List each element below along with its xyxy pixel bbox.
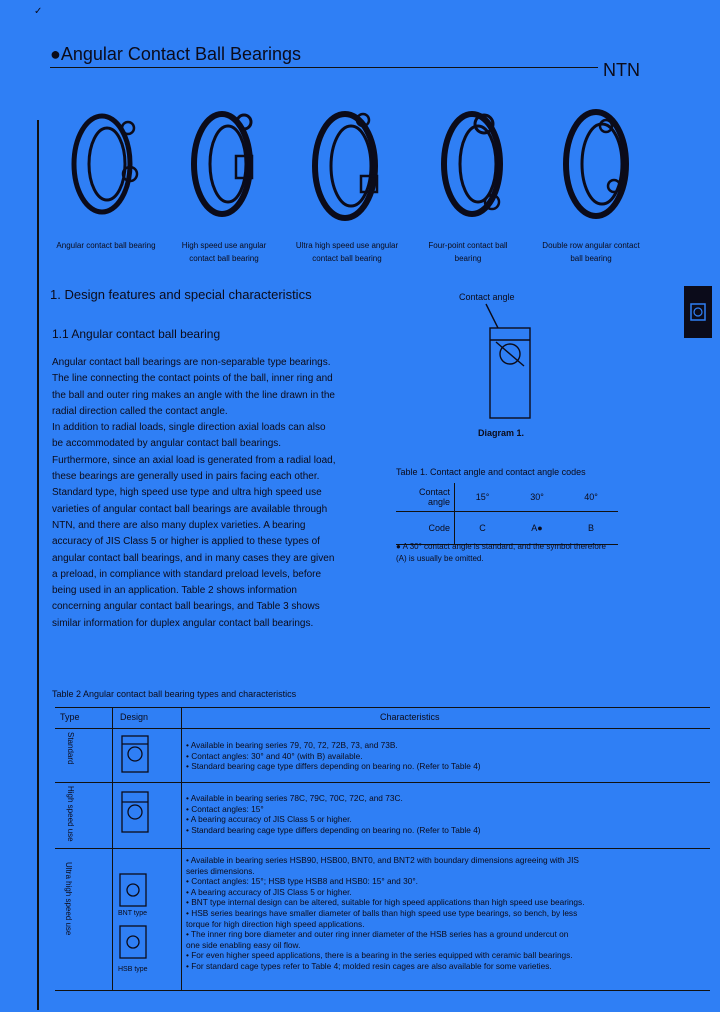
design-drawing-standard — [118, 734, 168, 776]
table2-characteristics-high-speed: • Available in bearing series 78C, 79C, 70C, 72C, and 73C. • Contact angles: 15° • A bearing accuracy of JIS Class 5 or higher. • Standard bearing cage type differs depending on bearing no. (Refer to Table 4) — [186, 793, 481, 835]
brand-logo: NTN — [603, 60, 640, 80]
table1-angle: 40° — [564, 483, 618, 512]
tab-bearing-icon — [684, 286, 712, 338]
design-label-bnt: BNT type — [118, 910, 148, 917]
table1-header-label: Contact angle — [396, 483, 455, 512]
table2-top-rule — [55, 707, 710, 708]
bearing-figure-4 — [444, 114, 500, 214]
bearing-illustrations — [50, 96, 670, 236]
section-heading: 1. Design features and special characteristics — [50, 287, 312, 302]
paragraph-1: Angular contact ball bearings are non-separable type bearings. The line connecting the contact points of the ball, inner ring and the ball and outer ring makes an angle with the line drawn in the radial direction called the contact angle. — [52, 357, 335, 417]
table2-col-type: Type — [60, 712, 80, 722]
paragraph-2: In addition to radial loads, single direction axial loads can also be accommodated by angular contact ball bearings. — [52, 422, 326, 450]
design-drawing-hsb — [116, 924, 166, 964]
table1-angle-row — [396, 483, 618, 512]
paragraph-3: Furthermore, since an axial load is generated from a radial load, these bearings are generally used in pairs facing each other. Standard type, high speed use type and ultra high speed use varieties of angular contact ball bearings are available through NTN, and there are also many duplex varieties. A bearing accuracy of JIS Class 5 or higher is applied to these types of angular contact ball bearings, and in many cases they are given a preload, in compliance with standard preload levels, before being used in an application. Table 2 shows information concerning angular contact ball bearings, and Table 3 shows similar information for duplex angular contact ball bearings. — [52, 454, 336, 629]
table1-code: B — [564, 512, 618, 545]
bearing-figure-5 — [566, 112, 626, 216]
bearing-figure-2 — [194, 114, 252, 214]
table1-note: ● A 30° contact angle is standard, and the symbol therefore (A) is usually be omitted. — [396, 542, 606, 563]
bearing-figure-1 — [74, 116, 137, 212]
contact-angle-label: Contact angle — [459, 292, 515, 302]
table2-col-design: Design — [120, 712, 149, 722]
figure-caption-5: Double row angular contact ball bearing — [542, 241, 640, 263]
design-drawing-bnt — [116, 872, 166, 912]
diagram-caption: Diagram 1. — [478, 428, 525, 438]
section-body — [52, 355, 336, 632]
figure-caption-1: Angular contact ball bearing — [56, 241, 156, 250]
table2-type-high-speed: High speed use — [66, 786, 75, 842]
table2-type-ultra-high-speed: Ultra high speed use — [64, 862, 73, 936]
diagram-1-drawing — [480, 300, 540, 425]
table1-code-row — [396, 512, 618, 545]
table2-header-rule — [55, 728, 710, 729]
table2-characteristics-standard: • Available in bearing series 79, 70, 72, 72B, 73, and 73B. • Contact angles: 30° and 40° (with B) available. • Standard bearing cage type differs depending on bearing no. (Refer to Table 4) — [186, 740, 481, 772]
table2-title: Table 2 Angular contact ball bearing types and characteristics — [52, 689, 297, 699]
table1-code: A● — [510, 512, 564, 545]
header-rule — [50, 67, 598, 68]
table2-row-rule — [55, 848, 710, 849]
table1-code-label: Code — [396, 512, 455, 545]
design-drawing-high-speed — [118, 790, 168, 838]
page-title: ●Angular Contact Ball Bearings — [50, 44, 302, 64]
table1-angle: 15° — [455, 483, 511, 512]
figure-caption-4: Four-point contact ball bearing — [428, 241, 508, 263]
bearing-figure-3 — [315, 114, 377, 218]
table1 — [396, 483, 618, 545]
figure-caption-2: High speed use angular contact ball bearing — [181, 241, 267, 263]
table2-row-rule — [55, 782, 710, 783]
left-margin-rule — [37, 120, 39, 1010]
table1-title: Table 1. Contact angle and contact angle codes — [396, 467, 586, 477]
table1-code: C — [455, 512, 511, 545]
corner-tick: ✓ — [34, 6, 43, 17]
table2-col-characteristics: Characteristics — [380, 712, 440, 722]
design-label-hsb: HSB type — [118, 966, 148, 973]
table2-bottom-rule — [55, 990, 710, 991]
section-tab-marker — [684, 286, 712, 338]
section-subheading: 1.1 Angular contact ball bearing — [52, 327, 221, 341]
table2-type-standard: Standard — [66, 732, 75, 765]
table2-characteristics-ultra-high-speed: • Available in bearing series HSB90, HSB00, BNT0, and BNT2 with boundary dimensions agreeing with JIS series dimensions. • Contact angles: 15°; HSB type HSB8 and HSB0: 15° and 30°. • A bearing accuracy of JIS Class 5 or higher. • BNT type internal design can be altered, suitable for high speed applications than high speed use bearings. • HSB series bearings have smaller diameter of balls than high speed use type bearings, so bench, by less torque for high direction high speed applications. • The inner ring bore diameter and outer ring inner diameter of the HSB series has a ground undercut on one side enabling easy oil flow. • For even higher speed applications, there is a bearing in the series equipped with ceramic ball bearings. • For standard cage types refer to Table 4; molded resin cages are also available for some varieties. — [186, 855, 585, 971]
table1-angle: 30° — [510, 483, 564, 512]
figure-caption-3: Ultra high speed use angular contact ball bearing — [295, 241, 399, 263]
